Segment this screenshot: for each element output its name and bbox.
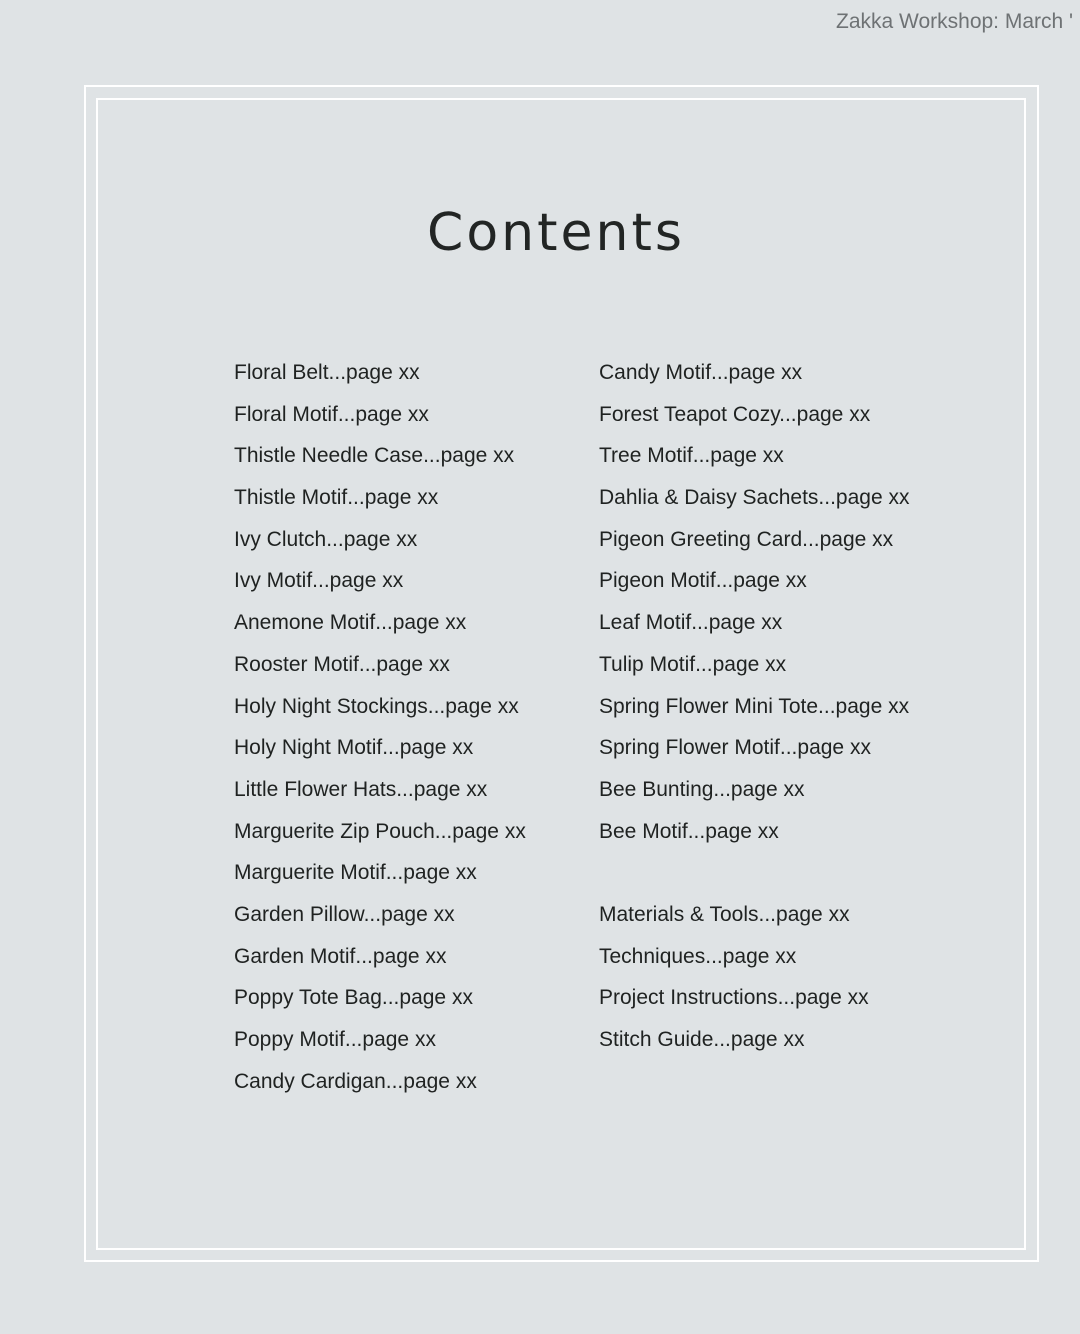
toc-item-ivy-clutch[interactable]: Ivy Clutch...page xx [234,527,418,551]
toc-item-marguerite-zip-pouch[interactable]: Marguerite Zip Pouch...page xx [234,819,526,843]
toc-item-techniques[interactable]: Techniques...page xx [599,944,797,968]
document-header-title: Zakka Workshop: March ' [836,10,1074,33]
page-title: Contents [427,203,685,263]
toc-item-poppy-tote-bag[interactable]: Poppy Tote Bag...page xx [234,986,473,1010]
toc-item-bee-motif[interactable]: Bee Motif...page xx [599,819,779,843]
toc-item-leaf-motif[interactable]: Leaf Motif...page xx [599,611,783,635]
toc-item-candy-motif[interactable]: Candy Motif...page xx [599,361,803,384]
toc-item-holy-night-stockings[interactable]: Holy Night Stockings...page xx [234,694,519,718]
toc-item-marguerite-motif[interactable]: Marguerite Motif...page xx [234,861,477,885]
toc-item-project-instructions[interactable]: Project Instructions...page xx [599,986,869,1010]
toc-item-bee-bunting[interactable]: Bee Bunting...page xx [599,777,805,801]
toc-item-spring-flower-motif[interactable]: Spring Flower Motif...page xx [599,736,871,760]
toc-item-tree-motif[interactable]: Tree Motif...page xx [599,444,784,468]
toc-spacer [599,852,910,894]
toc-item-floral-belt[interactable]: Floral Belt...page xx [234,361,420,384]
toc-item-garden-pillow[interactable]: Garden Pillow...page xx [234,902,455,926]
toc-item-poppy-motif[interactable]: Poppy Motif...page xx [234,1028,436,1051]
toc-item-candy-cardigan[interactable]: Candy Cardigan...page xx [234,1069,477,1093]
toc-item-little-flower-hats[interactable]: Little Flower Hats...page xx [234,777,488,801]
toc-item-anemone-motif[interactable]: Anemone Motif...page xx [234,611,467,635]
toc-item-thistle-needle-case[interactable]: Thistle Needle Case...page xx [234,444,515,468]
toc-item-forest-teapot-cozy[interactable]: Forest Teapot Cozy...page xx [599,402,871,426]
toc-item-pigeon-greeting-card[interactable]: Pigeon Greeting Card...page xx [599,527,894,551]
toc-item-pigeon-motif[interactable]: Pigeon Motif...page xx [599,569,807,593]
toc-item-rooster-motif[interactable]: Rooster Motif...page xx [234,652,450,676]
toc-item-ivy-motif[interactable]: Ivy Motif...page xx [234,569,404,593]
toc-item-tulip-motif[interactable]: Tulip Motif...page xx [599,652,787,676]
toc-item-thistle-motif[interactable]: Thistle Motif...page xx [234,486,439,510]
toc-item-holy-night-motif[interactable]: Holy Night Motif...page xx [234,736,474,760]
toc-left-column [234,352,526,1102]
toc-item-floral-motif[interactable]: Floral Motif...page xx [234,402,429,426]
toc-right-column [599,352,910,1061]
toc-item-stitch-guide[interactable]: Stitch Guide...page xx [599,1028,805,1051]
toc-item-dahlia-daisy-sachets[interactable]: Dahlia & Daisy Sachets...page xx [599,486,910,510]
toc-item-garden-motif[interactable]: Garden Motif...page xx [234,944,447,968]
toc-item-materials-tools[interactable]: Materials & Tools...page xx [599,902,850,926]
toc-item-spring-flower-mini-tote[interactable]: Spring Flower Mini Tote...page xx [599,694,910,718]
